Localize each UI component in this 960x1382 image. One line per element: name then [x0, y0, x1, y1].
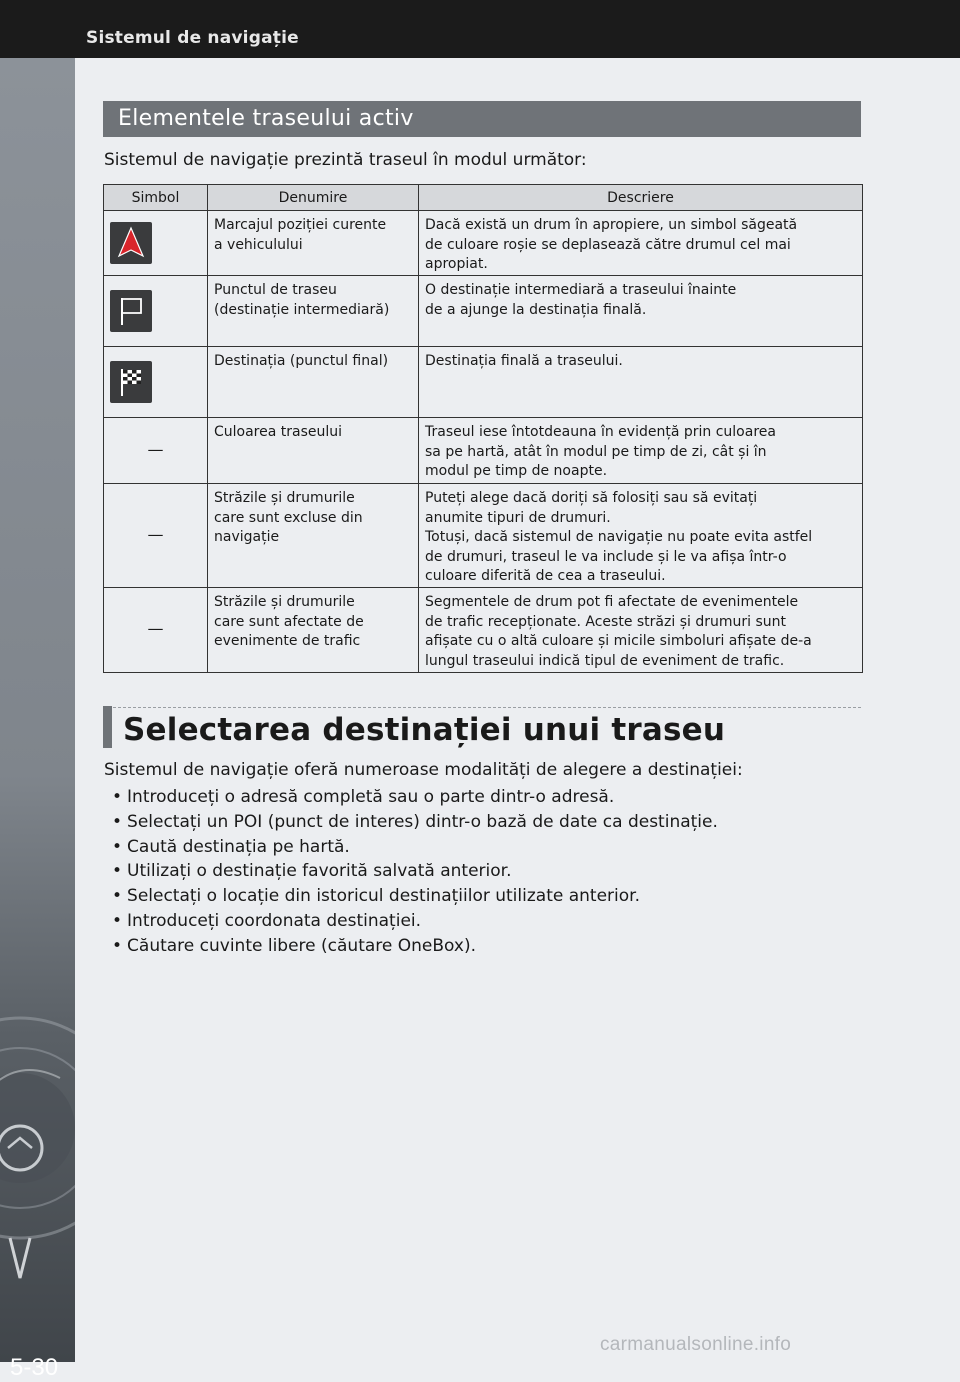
flag-icon — [110, 290, 152, 332]
section-heading: Elementele traseului activ — [118, 106, 414, 131]
table-row — [104, 484, 863, 588]
name-cell — [208, 211, 419, 276]
cell-line: Puteți alege dacă doriți să folosiți sau să evitați — [425, 490, 758, 506]
list-item: • Caută destinația pe hartă. — [112, 835, 718, 860]
cell-line: (destinație intermediară) — [214, 301, 390, 318]
list-item: • Introduceți o adresă completă sau o parte dintr-o adresă. — [112, 785, 718, 810]
cell-line: Destinația (punctul final) — [214, 353, 389, 369]
symbol-dash: — — [147, 439, 164, 459]
cell-line: sa pe hartă, atât în modul pe timp de zi, cât și în — [425, 443, 767, 460]
page-header-title: Sistemul de navigație — [86, 28, 299, 48]
cell-line: Traseul iese întotdeauna în evidență prin culoarea — [425, 424, 776, 440]
list-item: • Introduceți coordonata destinației. — [112, 909, 718, 934]
description-cell — [419, 211, 863, 276]
section-intro-2: Sistemul de navigație oferă numeroase modalități de alegere a destinației: — [104, 760, 743, 780]
cell-line: care sunt excluse din — [214, 509, 363, 526]
symbol-cell — [104, 276, 208, 347]
name-cell — [208, 484, 419, 588]
cell-line: Totuși, dacă sistemul de navigație nu poate evita astfel — [425, 529, 813, 545]
table-row — [104, 588, 863, 673]
cell-line: de a ajunge la destinația finală. — [425, 301, 647, 318]
page-header-bar — [0, 0, 960, 58]
site-watermark: carmanualsonline.info — [600, 1334, 792, 1355]
list-item: • Selectați un POI (punct de interes) dintr-o bază de date ca destinație. — [112, 810, 718, 835]
cell-line: O destinație intermediară a traseului înainte — [425, 282, 737, 298]
description-cell — [419, 588, 863, 673]
cell-line: apropiat. — [425, 256, 488, 272]
heading-accent-bar — [103, 706, 112, 748]
column-header: Descriere — [419, 185, 863, 211]
table-row — [104, 418, 863, 484]
name-cell — [208, 276, 419, 347]
section-intro: Sistemul de navigație prezintă traseul în modul următor: — [104, 150, 587, 170]
cell-line: Segmentele de drum pot fi afectate de evenimentele — [425, 594, 799, 610]
list-item: • Utilizați o destinație favorită salvată anterior. — [112, 859, 718, 884]
table-row — [104, 211, 863, 276]
cell-line: evenimente de trafic — [214, 633, 361, 649]
section-heading-bar — [103, 101, 861, 137]
cell-line: Culoarea traseului — [214, 424, 343, 440]
cell-line: care sunt afectate de — [214, 613, 364, 630]
cell-line: lungul traseului indică tipul de eveniment de trafic. — [425, 652, 785, 669]
name-cell — [208, 347, 419, 418]
table-header-row — [104, 185, 863, 211]
section-divider — [103, 707, 861, 708]
cell-line: afișate cu o altă culoare și micile simboluri afișate de-a — [425, 633, 812, 649]
list-item: • Selectați o locație din istoricul destinațiilor utilizate anterior. — [112, 884, 718, 909]
name-cell — [208, 418, 419, 484]
destination-options-list — [112, 785, 718, 959]
symbol-dash: — — [147, 619, 164, 639]
symbol-cell — [104, 211, 208, 276]
cell-line: Străzile și drumurile — [214, 594, 355, 610]
checkered-flag-icon — [110, 361, 152, 403]
page-number: 5-30 — [10, 1354, 59, 1381]
cell-line: de culoare roșie se deplasează către drumul cel mai — [425, 236, 791, 253]
cell-line: modul pe timp de noapte. — [425, 463, 608, 479]
description-cell — [419, 484, 863, 588]
cell-line: Dacă există un drum în apropiere, un simbol săgeată — [425, 217, 798, 233]
main-heading: Selectarea destinației unui traseu — [123, 712, 726, 748]
cell-line: Destinația finală a traseului. — [425, 353, 623, 369]
symbol-cell — [104, 588, 208, 673]
cell-line: a vehiculului — [214, 236, 303, 253]
red-arrow-position-icon — [110, 222, 152, 264]
table-row — [104, 347, 863, 418]
cell-line: Marcajul poziției curente — [214, 217, 387, 233]
symbol-cell — [104, 347, 208, 418]
name-cell — [208, 588, 419, 673]
description-cell — [419, 276, 863, 347]
symbol-dash: — — [147, 524, 164, 544]
steering-wheel-illustration — [0, 988, 75, 1308]
symbol-cell — [104, 418, 208, 484]
cell-line: de drumuri, traseul le va include și le va afișa într-o — [425, 548, 787, 565]
cell-line: de trafic recepționate. Aceste străzi și drumuri sunt — [425, 613, 786, 630]
route-elements-table — [103, 184, 863, 673]
symbol-cell — [104, 484, 208, 588]
table-row — [104, 276, 863, 347]
chapter-sidebar — [0, 58, 75, 1381]
cell-line: Punctul de traseu — [214, 282, 337, 298]
list-item: • Căutare cuvinte libere (căutare OneBox). — [112, 934, 718, 959]
cell-line: anumite tipuri de drumuri. — [425, 509, 611, 526]
cell-line: culoare diferită de cea a traseului. — [425, 568, 666, 584]
cell-line: navigație — [214, 529, 280, 545]
cell-line: Străzile și drumurile — [214, 490, 355, 506]
description-cell — [419, 418, 863, 484]
description-cell — [419, 347, 863, 418]
column-header: Simbol — [104, 185, 208, 211]
column-header: Denumire — [208, 185, 419, 211]
